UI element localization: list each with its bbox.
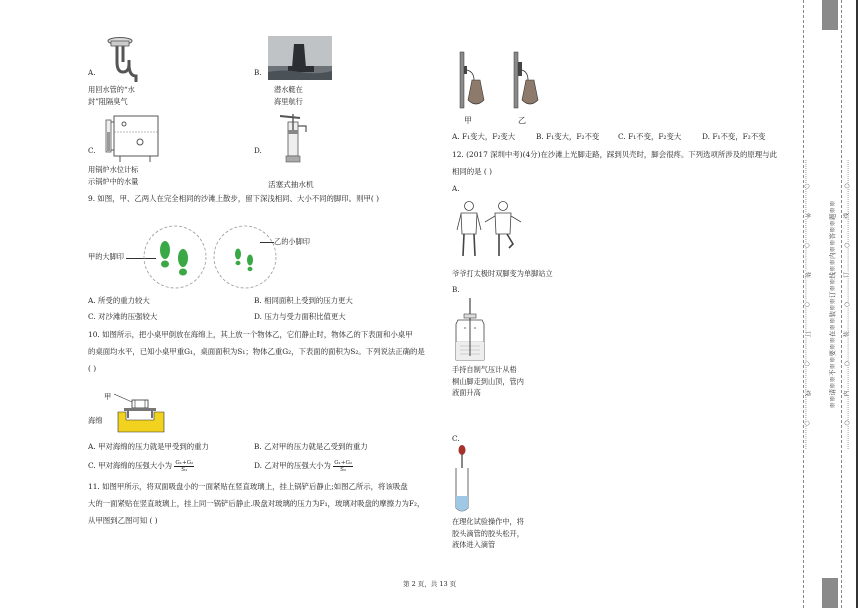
binding-warning: ※※请※※不※※要※※在※※装※※订※※线※※内※※答※※题※※: [828, 200, 837, 409]
formula-c: $\frac{\text{G₁+G₂}}{\text{S₁}}$: [175, 459, 194, 473]
q10-option-c[interactable]: C. 甲对海绵的压强大小为 $\frac{\text{G₁+G₂}}{\text{S₁}}$: [88, 459, 194, 473]
option-8b[interactable]: [254, 36, 344, 108]
q11-option-d[interactable]: D. F₁不变，F₂不变: [702, 132, 766, 141]
binding-top-bar: [822, 0, 838, 30]
q9-option-d[interactable]: D. 压力与受力面积比值更大: [254, 312, 346, 321]
option-caption: 用锅炉水位计标 示锅炉中的水量: [88, 165, 139, 186]
formula-d: $\frac{\text{G₁+G₂}}{\text{S₂}}$: [334, 459, 353, 473]
boiler-gauge-icon: [100, 112, 160, 162]
binding-right-border: [856, 0, 858, 608]
option-letter: A.: [88, 68, 96, 77]
q10-option-b[interactable]: B. 乙对甲的压力就是乙受到的重力: [254, 442, 368, 451]
q10-option-d[interactable]: D. 乙对甲的压强大小为 $\frac{\text{G₁+G₂}}{\text{S₂}}$: [254, 459, 353, 473]
taichi-figures-icon: [455, 198, 527, 260]
suction-cup-yi-icon: [504, 50, 548, 112]
label-jia: 甲: [104, 392, 112, 401]
dropper-testtube-icon: [452, 444, 472, 514]
q12-option-b-letter[interactable]: B.: [452, 285, 460, 294]
binding-margin: [798, 0, 860, 608]
small-footprints-icon: [212, 224, 278, 290]
q9-option-a[interactable]: A. 所受的重力较大: [88, 296, 150, 305]
q11-figure: [450, 50, 560, 130]
q11-option-a[interactable]: A. F₁变大，F₂变大: [452, 132, 516, 141]
option-8c[interactable]: [88, 112, 178, 192]
table-on-sponge-icon: [114, 390, 168, 434]
q11-option-b[interactable]: B. F₁变大，F₂不变: [536, 132, 600, 141]
option-caption: 活塞式抽水机: [268, 180, 314, 189]
q9-option-c[interactable]: C. 对沙滩的压强较大: [88, 312, 158, 321]
q12-option-c-letter[interactable]: C.: [452, 434, 460, 443]
suction-cup-jia-icon: [450, 50, 494, 112]
q10-figure: [88, 386, 178, 436]
q12-option-c-caption: 在理化试验操作中，将 胶头滴管的胶头松开， 液体进入滴管: [452, 517, 524, 549]
option-letter: B.: [254, 68, 262, 77]
q11-option-c[interactable]: C. F₁不变，F₂变大: [618, 132, 682, 141]
q9-stem: 9. 如图，甲、乙两人在完全相同的沙滩上散步，留下深浅相同、大小不同的脚印。则甲( ): [88, 194, 379, 203]
option-8d[interactable]: [254, 112, 344, 192]
page-footer: 第 2 页，共 13 页: [403, 580, 457, 588]
option-caption: 用回水管的“水 封”阻隔臭气: [88, 85, 135, 106]
line-small: [260, 242, 274, 243]
label-jia: 甲: [464, 116, 472, 125]
q12-option-a-letter[interactable]: A.: [452, 184, 460, 193]
submarine-photo: [268, 36, 332, 80]
barometer-bottle-icon: [452, 298, 488, 362]
binding-bottom-bar: [822, 578, 838, 608]
option-letter: D.: [254, 146, 262, 155]
option-caption: 潜水艇在 海里航行: [274, 85, 303, 106]
q12-option-b-caption: 手持自制气压计从梧 桐山脚走到山顶，管内 液面升高: [452, 365, 524, 397]
q10-stem: 10. 如图所示，把小桌甲倒放在海绵上，其上放一个物体乙，它们静止时，物体乙的下表面和小桌甲 的桌面均水平，已知小桌甲重G₁，桌面面积为S₁；物体乙重G₂，下表面的面积为S₂。下列说法正确的是 ( ): [88, 330, 425, 373]
q10-option-a[interactable]: A. 甲对海绵的压力就是甲受到的重力: [88, 442, 209, 451]
u-trap-pipe-icon: [102, 36, 138, 84]
option-letter: C.: [88, 146, 96, 155]
q12-stem: 12. (2017 深圳中考)(4分)在沙滩上光脚走路，踩到贝壳时，脚会很疼。下列选项所涉及的原理与此 相同的是 ( ): [452, 150, 777, 176]
binding-inner-dots: …………○…………内…………○…………装…………○…………订…………○…………线…………○…………: [843, 159, 851, 450]
binding-outer-dots: …………○…………外…………○…………装…………○…………订…………○…………线…………○…………: [803, 159, 811, 450]
label-yi: 乙: [518, 116, 526, 125]
label-haimian: 海绵: [88, 416, 103, 425]
q9-option-b[interactable]: B. 相同面积上受到的压力更大: [254, 296, 353, 305]
label-small-footprint: 乙的小脚印: [274, 237, 310, 246]
q9-figure: [88, 222, 348, 292]
big-footprints-icon: [142, 224, 208, 290]
piston-pump-icon: [276, 112, 310, 164]
q11-stem: 11. 如图甲所示，将双面吸盘小的一面紧贴在竖直玻璃上，挂上锅铲后静止;如图乙所示，将该吸盘 大的一面紧贴在竖直玻璃上，挂上同一锅铲后静止.吸盘对玻璃的压力为F₁，玻璃对吸盘的摩擦力为F₂， 从甲图到乙图可知 ( ): [88, 482, 425, 525]
label-big-footprint: 甲的大脚印: [88, 252, 124, 261]
option-8a[interactable]: [88, 36, 168, 108]
q12-option-a-caption: 爷爷打太极时双脚变为单脚站立: [452, 269, 553, 278]
